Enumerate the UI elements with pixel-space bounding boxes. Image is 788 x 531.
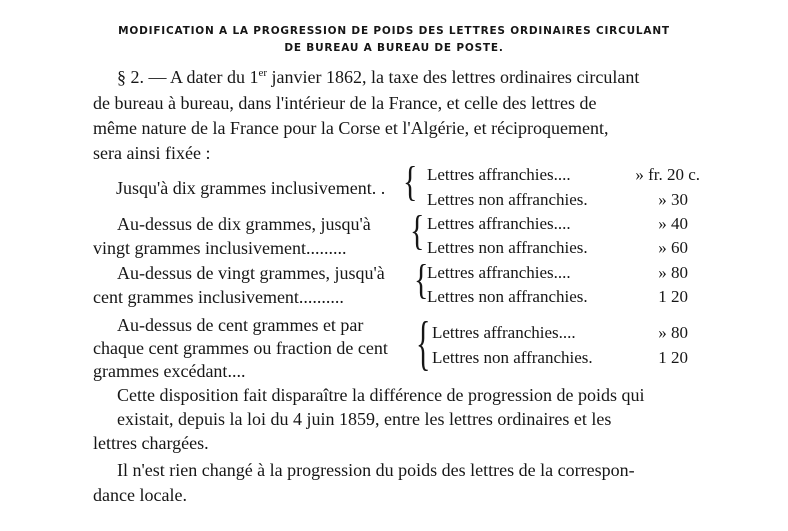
paragraph-2-line-3: lettres chargées. (93, 433, 209, 453)
rate-3-option-1-amount: » 80 (658, 263, 688, 282)
rate-3-label-line-1: Au-dessus de vingt grammes, jusqu'à (117, 263, 385, 283)
rate-3-brace: { (414, 257, 429, 304)
paragraph-2-line-1: Cette disposition fait disparaître la différence de progression de poids qui (117, 385, 645, 405)
rate-4-option-2-amount: 1 20 (658, 348, 688, 367)
rate-3-label-line-2: cent grammes inclusivement.......... (93, 287, 344, 307)
rate-1-label-line-1: Jusqu'à dix grammes inclusivement. . (116, 178, 386, 198)
rate-4-label-line-3: grammes excédant.... (93, 361, 246, 381)
rate-3-option-2-label: Lettres non affranchies. (427, 287, 588, 306)
rate-1-option-1-label: Lettres affranchies.... (427, 165, 571, 184)
rate-1-option-2-amount: » 30 (658, 190, 688, 209)
rate-2-option-1-label: Lettres affranchies.... (427, 214, 571, 233)
rate-4-label-line-2: chaque cent grammes ou fraction de cent (93, 338, 388, 358)
rate-2-label-line-1: Au-dessus de dix grammes, jusqu'à (117, 214, 371, 234)
rate-2-option-2-label: Lettres non affranchies. (427, 238, 588, 257)
paragraph-1-line-1 (117, 66, 639, 88)
rate-1-brace: { (403, 159, 418, 206)
rate-1-option-1-amount: » fr. 20 c. (635, 165, 700, 184)
rate-4-brace: { (416, 311, 431, 377)
paragraph-3-line-1: Il n'est rien changé à la progression du poids des lettres de la correspon- (117, 460, 635, 480)
rate-2-brace: { (410, 208, 425, 255)
rate-4-option-1-label: Lettres affranchies.... (432, 323, 576, 342)
paragraph-1-line-1-rest: janvier 1862, la taxe des lettres ordinaires circulant (267, 67, 640, 87)
heading-line-1: MODIFICATION A LA PROGRESSION DE POIDS DES LETTRES ORDINAIRES CIRCULANT (118, 25, 670, 37)
ordinal-superscript: er (258, 67, 268, 79)
paragraph-2-line-2: existait, depuis la loi du 4 juin 1859, entre les lettres ordinaires et les (117, 409, 612, 429)
paragraph-1-line-2: de bureau à bureau, dans l'intérieur de la France, et celle des lettres de (93, 93, 597, 113)
paragraph-1-lead: § 2. — A dater du 1 (117, 67, 259, 87)
paragraph-1-line-4: sera ainsi fixée : (93, 143, 211, 163)
paragraph-1-line-3: même nature de la France pour la Corse et l'Algérie, et réciproquement, (93, 118, 609, 138)
rate-2-label-line-2: vingt grammes inclusivement......... (93, 238, 347, 258)
rate-4-option-2-label: Lettres non affranchies. (432, 348, 593, 367)
rate-3-option-2-amount: 1 20 (658, 287, 688, 306)
rate-2-option-2-amount: » 60 (658, 238, 688, 257)
heading-line-2: DE BUREAU A BUREAU DE POSTE. (284, 42, 504, 54)
rate-3-option-1-label: Lettres affranchies.... (427, 263, 571, 282)
rate-4-option-1-amount: » 80 (658, 323, 688, 342)
paragraph-3-line-2: dance locale. (93, 485, 187, 505)
rate-4-label-line-1: Au-dessus de cent grammes et par (117, 315, 364, 335)
rate-1-option-2-label: Lettres non affranchies. (427, 190, 588, 209)
rate-2-option-1-amount: » 40 (658, 214, 688, 233)
